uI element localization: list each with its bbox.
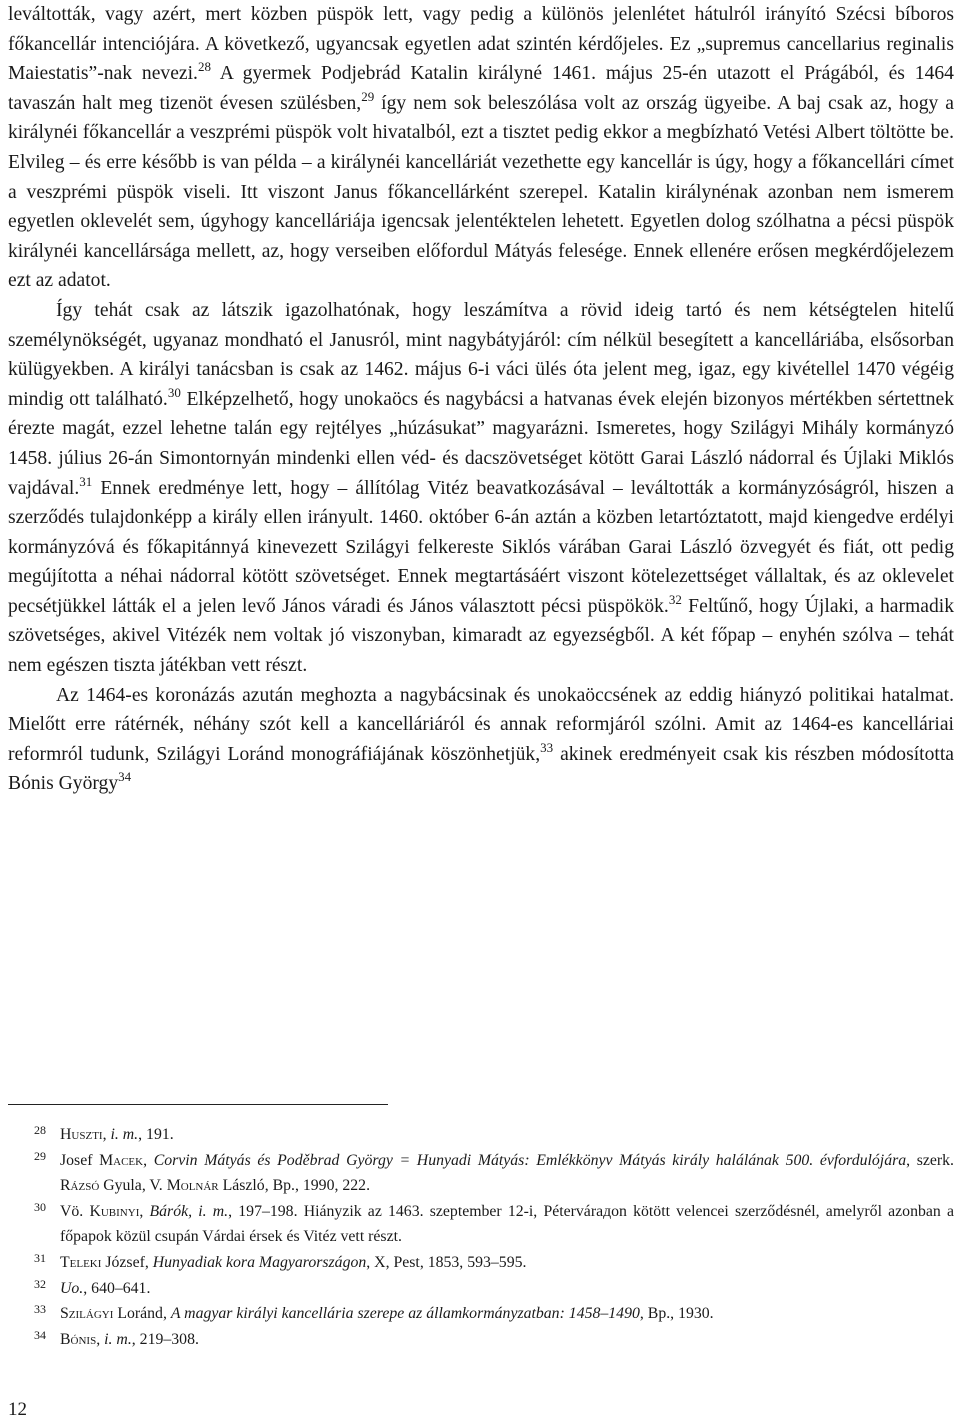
body-text [8,0,954,799]
text-run: László, Bp., 1990, 222. [218,1177,371,1195]
page-number: 12 [8,1399,27,1420]
text-run: Gyula, V. [99,1177,167,1195]
text-run: , 191. [138,1126,174,1143]
text-run: , [143,1151,154,1169]
text-run: Vö. [60,1202,90,1220]
footnote-ref-31[interactable]: 31 [79,473,93,489]
text-run: Az 1464-es koronázás azután meghozta a nagybácsinak és unokaöccsének az eddig hiányzó politikai hatalmat. Mielőtt erre rátérnék, néhány szót kell a kancelláriáról és annak reformjáról szólni. Amit az 1464-es kancelláriai reformról tudunk, Szilágyi Loránd monográfiájának köszönhetjük, [8,684,954,765]
footnote-editor: Rázsó [60,1177,100,1195]
footnote-ref-28[interactable]: 28 [197,59,211,75]
footnote-33 [8,1301,954,1327]
footnote-number: 28 [34,1123,46,1137]
footnote-ref-32[interactable]: 32 [668,591,682,607]
footnote-editor: Molnár [166,1177,219,1195]
text-run: Josef [60,1151,100,1169]
footnote-ref-30[interactable]: 30 [167,384,181,400]
footnote-title: Hunyadiak kora Magyarországon [152,1253,367,1271]
text-run: így nem sok beleszólása volt az ország ügyeibe. A baj csak az, hogy a királynéi főkancellár a veszprémi püspök volt hivatalból, ezt a tisztet pedig ekkor a megbízható Vetési Albert töltötte be. Elvileg – és erre később is van példa – a királynéi kancelláriát vezethette egy kancellár is úgy, hogy a főkancellári címet a veszprémi püspök viseli. Itt viszont Janus főkancellárként szerepel. Katalin királynénak azonban nem ismerem egyetlen oklevelét sem, úgyhogy kancelláriája igencsak jelentéktelen lehetett. Egyetlen dolog szólhatna a pécsi püspök királynéi kancellársága mellett, az, hogy verseiben előfordul Mátyás felesége. Ennek ellenére erősen megkérdőjelezem ezt az adatot. [8,92,954,292]
footnote-29 [8,1148,954,1199]
text-run: Elképzelhető, hogy unokaöcs és nagybácsi a hatvanas évek elején bizonyos mértékben sértettnek érezte magát, ezzel lehetne talán egy rejtélyes „húzásukat” magyarázni. Ismeretes, hogy Szilágyi Mihály kormányzó 1458. július 26-án Simontornyán mindenki ellen véd- és dacszövetséget kötött Garai László nádorral és Újlaki Miklós vajdával. [8,388,954,499]
text-run: , 640–641. [83,1279,151,1297]
footnote-ref-29[interactable]: 29 [361,88,375,104]
footnote-title: Uo. [60,1279,84,1297]
text-run: Ennek eredménye lett, hogy – állítólag Vitéz beavatkozásával – leváltották a kormányzóságról, hiszen a szerződés tulajdonképp a király ellen irányult. 1460. október 6-án aztán a közben letartóztatott, majd kiengedve erdélyi kormányzóvá és főkapitánnyá kinevezett Szilágyi felkereste Siklós várában Garai László özvegyét és fiát, ott pedig megújította a néhai nádorral kötött szövetséget. Ennek megtartásáért viszont kötelezettséget vállaltak, és az oklevelet pecsétjükkel látták el a jelen levő János váradi és János választott pécsi püspökök. [8,477,954,617]
footnote-title: A magyar királyi kancellária szerepe az államkormányzatban: 1458–1490 [170,1305,640,1323]
text-run: Feltűnő, hogy Újlaki, a harmadik szövetséges, akivel Vitézék nem voltak jó viszonyban, kimaradt az egyezségből. A két főpap – enyhén szólva – tehát nem egészen tiszta játékban vett részt. [8,595,955,677]
footnote-author: Szilágyi [60,1305,114,1323]
paragraph-2 [8,296,954,681]
paragraph-1 [8,0,954,296]
text-run: , szerk. [906,1151,955,1169]
text-run: leváltották, vagy azért, mert közben püspök lett, vagy pedig a különös jelenlétet hátulról irányító Szécsi bíboros főkancellár intenciójára. A következő, ugyancsak egyetlen adat szintén kérdőjeles. Ez „supremus cancellarius reginalis Maiestatis”-nak nevezi. [8,4,954,85]
footnote-title: i. m. [110,1126,139,1143]
text-run: , 219–308. [131,1330,199,1348]
footnote-author: Teleki [60,1253,102,1271]
footnote-title: Bárók, i. m. [149,1202,229,1220]
text-run: József, [101,1253,153,1271]
footnote-number: 34 [34,1327,46,1342]
footnote-title: i. m. [104,1330,132,1348]
footnote-title: Corvin Mátyás és Poděbrad György = Hunyadi Mátyás: Emlékkönyv Mátyás király halálának 500. évfordulójára [153,1151,907,1169]
text-run: , X, Pest, 1853, 593–595. [366,1253,527,1271]
text-run: , Bp., 1930. [639,1305,714,1323]
text-run: , [96,1330,105,1348]
footnote-number: 32 [34,1276,46,1291]
footnote-author: Macek [99,1151,144,1169]
footnote-ref-33[interactable]: 33 [540,739,554,755]
footnote-31 [8,1250,954,1276]
footnote-32 [8,1276,954,1302]
text-run: , [102,1126,111,1143]
footnote-number: 33 [34,1302,46,1317]
footnote-30 [8,1199,954,1250]
footnote-author: Bónis [60,1330,97,1348]
text-run: akinek eredményeit csak kis részben módosította Bónis György [8,743,954,795]
footnote-number: 30 [34,1199,46,1214]
text-run: Így tehát csak az látszik igazolhatónak, hogy leszámítva a rövid ideig tartó és nem kétségtelen hitelű személynökségét, ugyanaz mondható el Janusról, mint nagybátyjáról: cím nélkül besegített a kancelláriába, elsősorban külügyekben. A királyi tanácsban is csak az 1462. május 6-i váci ülés óta jelent meg, igaz, egy kivétellel 1470 végéig mindig ott található. [8,299,954,410]
footnote-number: 31 [34,1250,46,1265]
text-run: , 197–198. Hiányzik az 1463. szeptember 12-i, Pétervárадon kötött velencei szerződésnél, amelyről azonban a főpapok közül csupán Várdai érsek és Vitéz vett részt. [60,1202,954,1246]
footnote-author: Huszti [60,1126,103,1143]
text-run: , [139,1202,150,1220]
footnote-34 [8,1327,954,1353]
text-run: Loránd, [113,1305,171,1323]
text-run: A gyermek Podjebrád Katalin királyné 1461. május 25-én utazott el Prágából, és 1464 tavaszán halt meg tizenöt évesen szülésben, [8,63,954,114]
footnote-number: 29 [34,1148,46,1163]
paragraph-3 [8,681,954,799]
footnote-ref-34[interactable]: 34 [118,769,132,785]
footnote-28 [8,1122,954,1148]
footnote-author: Kubinyi [89,1202,140,1220]
footnotes [8,1122,954,1352]
footnote-separator [8,1104,388,1105]
